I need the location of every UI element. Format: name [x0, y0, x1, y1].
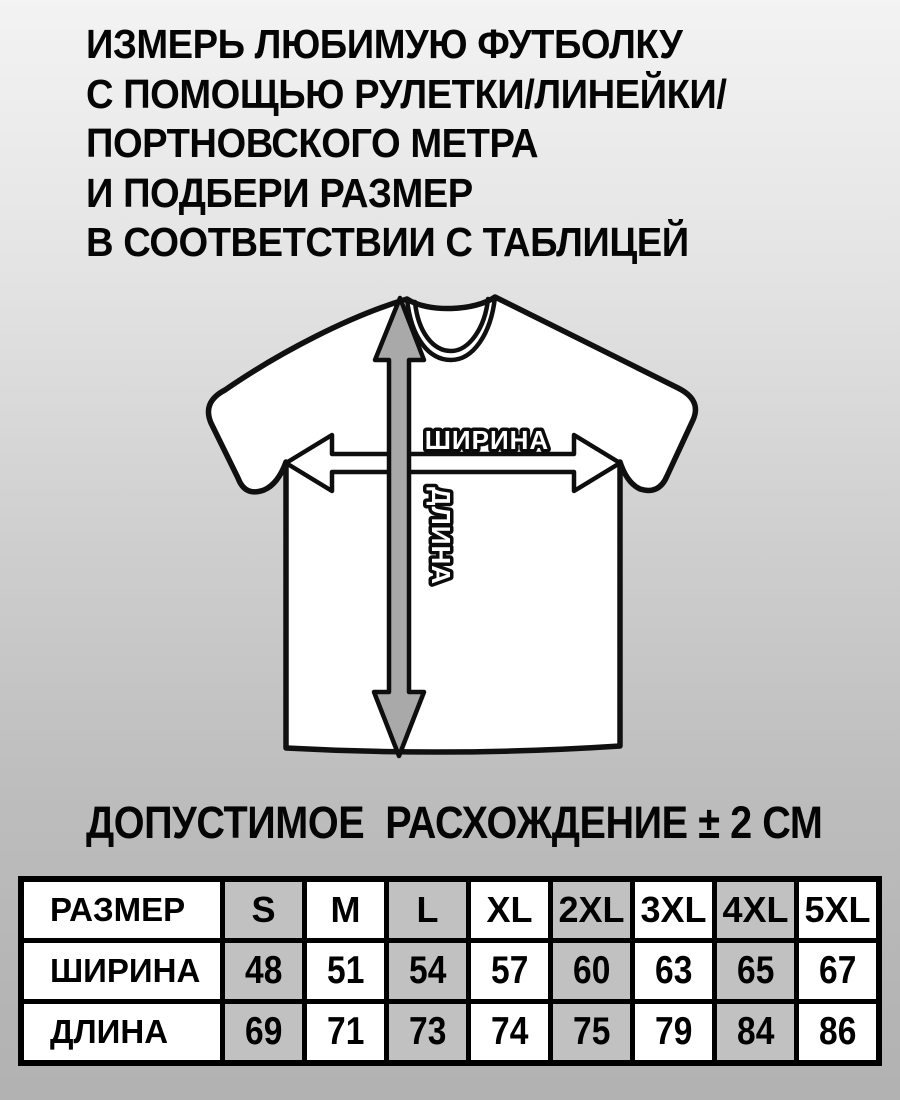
size-table: [18, 876, 882, 1066]
table-cell: 60: [553, 943, 630, 999]
table-header-size: РАЗМЕР: [24, 882, 220, 938]
table-cell: 69: [225, 1004, 302, 1060]
table-header-cell-4xl: 4XL: [717, 882, 794, 938]
title-line-2: С ПОМОЩЬЮ РУЛЕТКИ/ЛИНЕЙКИ/: [86, 70, 727, 117]
tshirt-diagram: [170, 268, 730, 783]
table-cell: 51: [307, 943, 384, 999]
width-label: ШИРИНА: [424, 425, 550, 455]
table-header-cell-5xl: 5XL: [799, 882, 876, 938]
table-header-cell-l: L: [389, 882, 466, 938]
table-cell: 71: [307, 1004, 384, 1060]
table-cell: 67: [799, 943, 876, 999]
table-cell: 74: [471, 1004, 548, 1060]
table-cell: 73: [389, 1004, 466, 1060]
table-cell: 84: [717, 1004, 794, 1060]
table-header-cell-2xl: 2XL: [553, 882, 630, 938]
title-line-1: ИЗМЕРЬ ЛЮБИМУЮ ФУТБОЛКУ: [86, 21, 683, 67]
table-cell: 75: [553, 1004, 630, 1060]
table-cell: 79: [635, 1004, 712, 1060]
table-header-cell-s: S: [225, 882, 302, 938]
table-cell: 86: [799, 1004, 876, 1060]
table-cell: 48: [225, 943, 302, 999]
title-line-3: ПОРТНОВСКОГО МЕТРА: [86, 120, 539, 166]
table-header-cell-m: M: [307, 882, 384, 938]
tolerance-note: ДОПУСТИМОЕ РАСХОЖДЕНИЕ ± 2 СМ: [86, 797, 823, 848]
title-line-4: И ПОДБЕРИ РАЗМЕР: [86, 169, 473, 216]
title-line-5: В СООТВЕТСТВИИ С ТАБЛИЦЕЙ: [86, 219, 689, 265]
table-cell: 54: [389, 943, 466, 999]
table-cell: 57: [471, 943, 548, 999]
table-header-cell-3xl: 3XL: [635, 882, 712, 938]
table-cell: 65: [717, 943, 794, 999]
table-header-cell-xl: XL: [471, 882, 548, 938]
length-label: ДЛИНА: [426, 486, 456, 586]
table-row-label-length: ДЛИНА: [24, 1004, 220, 1060]
table-cell: 63: [635, 943, 712, 999]
instruction-title: [86, 20, 726, 268]
table-row-label-width: ШИРИНА: [24, 943, 220, 999]
